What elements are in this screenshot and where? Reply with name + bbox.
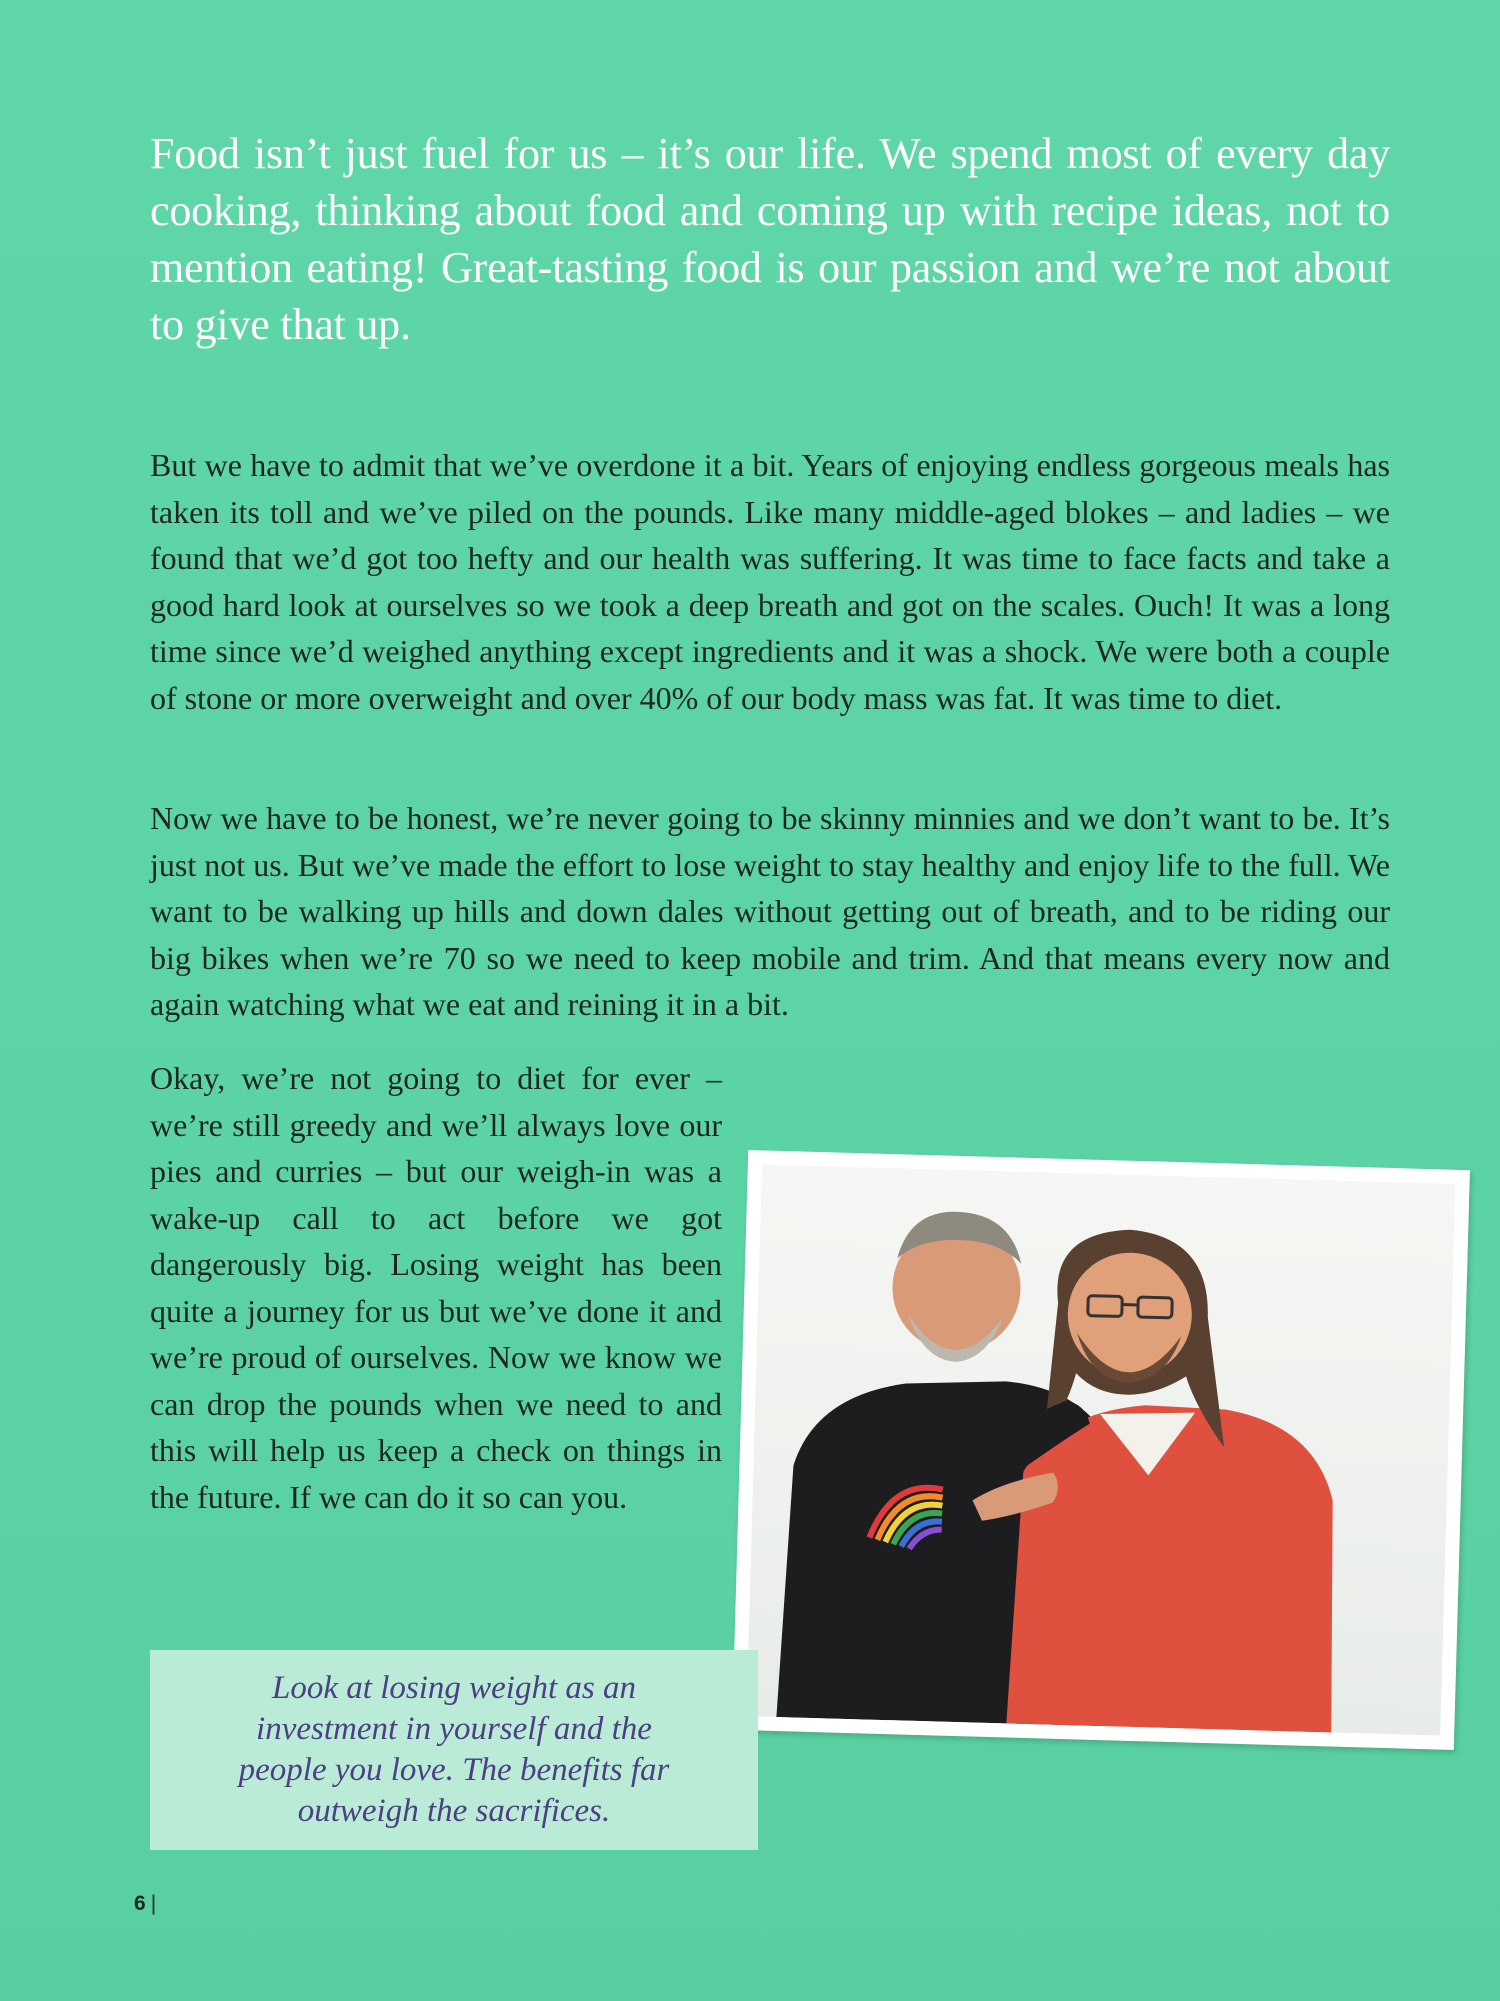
body-paragraph-3: Okay, we’re not going to diet for ever – we’re still greedy and we’ll always love our pies and curries – but our weigh-in was a wake-up call to act before we got dangerously big. Losing weight has been quite a journey for us but we’ve done it and we’re proud of ourselves. Now we know we can drop the pounds when we need to and this will help us keep a check on things in the future. If we can do it so can you. (150, 1060, 722, 1515)
page-number-separator: | (150, 1892, 157, 1915)
pull-quote-box (150, 1650, 758, 1850)
body-paragraph-1: But we have to admit that we’ve overdone it a bit. Years of enjoying endless gorgeous meals has taken its toll and we’ve piled on the pounds. Like many middle-aged blokes – and ladies – we found that we’d got too hefty and our health was suffering. It was time to face facts and take a good hard look at ourselves so we took a deep breath and got on the scales. Ouch! It was a long time since we’d weighed anything except ingredients and it was a shock. We were both a couple of stone or more overweight and over 40% of our body mass was fat. It was time to diet. (150, 447, 1390, 716)
intro-paragraph: Food isn’t just fuel for us – it’s our life. We spend most of every day cooking, thinking about food and coming up with recipe ideas, not to mention eating! Great-tasting food is our passion and we’re not about to give that up. (150, 129, 1390, 349)
body-paragraph-2: Now we have to be honest, we’re never going to be skinny minnies and we don’t want to be. It’s just not us. But we’ve made the effort to lose weight to stay healthy and enjoy life to the full. We want to be walking up hills and down dales without getting out of breath, and to be riding our big bikes when we’re 70 so we need to keep mobile and trim. And that means every now and again watching what we eat and reining it in a bit. (150, 800, 1390, 1022)
pull-quote-text: Look at losing weight as an investment in yourself and the people you love. The benefits far outweigh the sacrifices. (238, 1670, 670, 1829)
photo-illustration (746, 1164, 1455, 1735)
photo-of-two-men (732, 1150, 1470, 1750)
page-number-value: 6 (134, 1892, 146, 1915)
page-number (134, 1892, 156, 1916)
